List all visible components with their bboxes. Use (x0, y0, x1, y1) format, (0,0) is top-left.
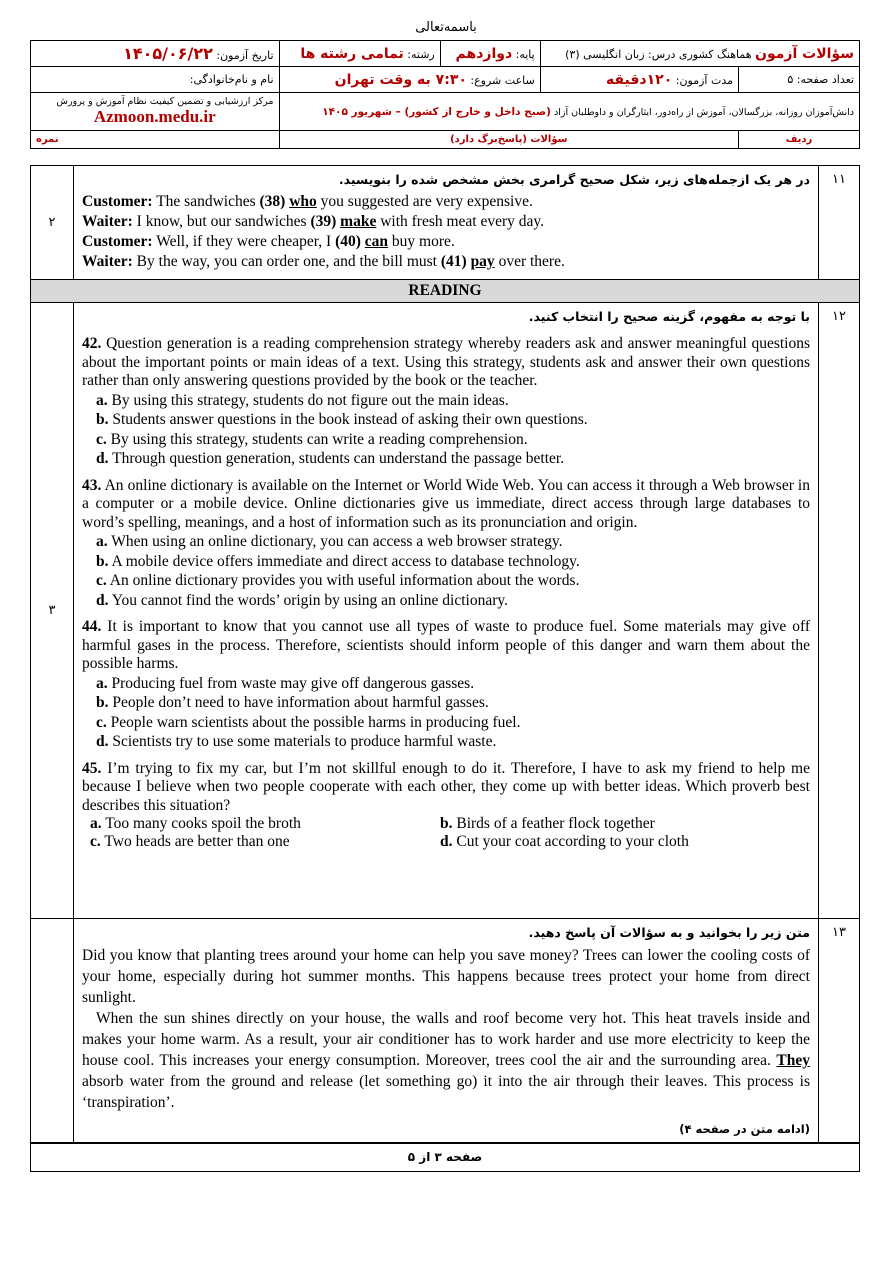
speaker-label: Customer: (82, 193, 153, 210)
speaker-label: Waiter: (82, 213, 133, 230)
date-cell (31, 41, 280, 67)
instruction-12: با توجه به مفهوم، گزینه صحیح را انتخاب کنید. (528, 309, 810, 324)
question-text: Question generation is a reading comprehension strategy whereby readers ask and answer meaningful questions about the important points or main ideas of a text. Using this strategy, students ask and answer their own questions rather than only answering questions provided by the book or the teacher. (82, 335, 811, 389)
line-text: with fresh meat every day. (380, 213, 545, 230)
option-text: You cannot find the words’ origin by using an online dictionary. (111, 591, 509, 609)
option-a[interactable] (90, 815, 440, 833)
option-letter: b. (96, 411, 109, 428)
option-text: By using this strategy, students can write a reading comprehension. (110, 430, 528, 448)
option-letter: a. (96, 533, 108, 550)
option-c[interactable] (96, 713, 810, 733)
row-number-12: ۱۲ (819, 303, 860, 919)
students-cell (279, 93, 859, 131)
question-text: I’m trying to fix my car, but I’m not skillful enough to do it. Therefore, I have to ask my friend to help me because I believe when two people cooperate with each other, they come up with better ideas. Which proverb best describes this situation? (82, 759, 810, 814)
option-text: Two heads are better than one (104, 833, 290, 850)
question-number: 45. (82, 759, 102, 777)
question-42 (82, 335, 810, 391)
option-letter: c. (96, 713, 107, 731)
field-label: رشته: (407, 47, 435, 61)
duration-label: مدت آزمون: (675, 73, 733, 87)
question-44 (82, 618, 810, 674)
dialogue-line (82, 232, 810, 252)
students-red-text: (صبح داخل و خارج از کشور) – شهریور ۱۴۰۵ (322, 105, 551, 118)
option-letter: d. (96, 591, 109, 609)
reading-row (31, 280, 860, 303)
center-cell (31, 93, 280, 131)
target-word: can (364, 233, 389, 250)
blank-number: (40) (335, 233, 361, 250)
option-text: By using this strategy, students do not figure out the main ideas. (111, 391, 509, 409)
score-13 (31, 919, 74, 1144)
row-number-11: ۱۱ (819, 166, 860, 280)
q45-options-row-2 (90, 833, 810, 851)
option-b[interactable] (96, 693, 810, 713)
option-text: Scientists try to use some materials to produce harmful waste. (112, 733, 497, 750)
dialogue-line (82, 252, 810, 272)
option-a[interactable] (96, 674, 810, 694)
page-footer: صفحه ۳ از ۵ (30, 1142, 860, 1172)
speaker-label: Waiter: (82, 253, 133, 270)
line-text: you suggested are very expensive. (320, 193, 533, 210)
underlined-word: They (776, 1052, 811, 1069)
blank-number: (39) (310, 213, 337, 230)
option-text: People don’t need to have information about harmful gasses. (112, 694, 489, 711)
line-text: buy more. (391, 233, 455, 250)
comprehension-items (82, 335, 810, 752)
start-time-cell (279, 67, 540, 93)
blank-number: (41) (440, 253, 467, 270)
option-letter: d. (440, 833, 453, 850)
line-text: over there. (498, 253, 565, 270)
center-text: مرکز ارزشیابی و تضمین کیفیت نظام آموزش و پرورش (56, 96, 274, 107)
website-text: Azmoon.medu.ir (93, 107, 216, 126)
option-a[interactable] (96, 532, 810, 552)
line-text: By the way, you can order one, and the bill must (136, 253, 437, 270)
option-d[interactable] (96, 449, 810, 469)
question-text: An online dictionary is available on the Internet or World Wide Web. You can access it through a Web browser in a computer or a mobile device. Online dictionaries give us immediate, direct access through large databases to word’s spelling, meanings, and a host of information such as its pronunciation and origin. (82, 476, 810, 531)
option-text: A mobile device offers immediate and direct access to database technology. (111, 552, 580, 570)
row-number-13: ۱۳ (819, 919, 860, 1144)
option-letter: c. (90, 833, 101, 850)
grade-label: پایه: (515, 47, 535, 61)
option-letter: a. (96, 391, 108, 409)
col-questions-header: سؤالات (پاسخ‌برگ دارد) (279, 131, 738, 149)
question-row-13 (31, 919, 860, 1144)
line-text: I know, but our sandwiches (136, 213, 307, 230)
exam-title-rest: هماهنگ کشوری درس: زبان انگلیسی (۳) (565, 47, 752, 61)
question-45 (82, 760, 810, 816)
option-c[interactable] (96, 571, 810, 591)
start-label: ساعت شروع: (470, 73, 535, 87)
option-text: Producing fuel from waste may give off dangerous gasses. (111, 674, 475, 692)
question-row-11 (31, 166, 860, 280)
col-row-header: ردیف (739, 131, 860, 149)
line-text: The sandwiches (156, 193, 256, 210)
option-text: When using an online dictionary, you can access a web browser strategy. (111, 533, 563, 550)
grade-cell (440, 41, 540, 67)
option-letter: d. (96, 733, 109, 750)
question-body-11 (74, 166, 819, 280)
dialogue-line (82, 212, 810, 232)
paragraph-text: When the sun shines directly on your house, the walls and roof become very hot. This heat travels inside and makes your home warm. As a result, your air conditioner has to work harder and use more electricity to keep the house cool. This increases your energy consumption. Moreover, trees cool the air and the surrounding area. (82, 1010, 810, 1069)
option-letter: b. (440, 815, 453, 832)
instruction-11: در هر یک ازجمله‌های زیر، شکل صحیح گرامری بخش مشخص شده را بنویسید. (338, 172, 810, 187)
students-text: دانش‌آموزان روزانه، بزرگسالان، آموزش از راه‌دور، ایثارگران و داوطلبان آزاد (554, 106, 854, 118)
exam-title-cell (540, 41, 859, 67)
passage-paragraph-2 (82, 1008, 810, 1113)
option-b[interactable] (96, 410, 810, 430)
score-11: ۲ (31, 166, 74, 280)
option-text: Cut your coat according to your cloth (456, 833, 689, 850)
line-text: Well, if they were cheaper, I (156, 233, 332, 250)
option-a[interactable] (96, 391, 810, 411)
option-d[interactable] (96, 591, 810, 611)
question-body-13 (74, 919, 819, 1144)
paragraph-text: absorb water from the ground and release (let something go) it into the air through their leaves. This process is ‘transpiration’. (82, 1073, 810, 1111)
option-letter: a. (96, 674, 108, 692)
q45-options-row-1 (90, 815, 810, 833)
name-cell: نام و نام‌خانوادگی: (31, 67, 280, 93)
option-text: Too many cooks spoil the broth (105, 815, 301, 832)
exam-header-table (30, 40, 860, 149)
dialogue-line (82, 192, 810, 212)
passage-paragraph-1: Did you know that planting trees around your home can help you save money? Trees can lower the cooling costs of your home, especially during hot summer months. This happens because trees protect your home from direct sunlight. (82, 947, 810, 1006)
question-number: 43. (82, 476, 102, 494)
grade-value: دوازدهم (455, 45, 513, 62)
option-d[interactable] (440, 833, 790, 851)
option-text: Students answer questions in the book instead of asking their own questions. (112, 411, 588, 428)
blank-number: (38) (259, 193, 286, 210)
dialogue-lines (82, 192, 810, 272)
option-d[interactable] (96, 732, 810, 752)
question-body-12 (74, 303, 819, 919)
instruction-13: متن زیر را بخوانید و به سؤالات آن پاسخ دهید. (528, 925, 810, 940)
exam-title-prefix: سؤالات آزمون (755, 45, 854, 62)
date-label: تاریخ آزمون: (216, 49, 274, 62)
option-letter: c. (96, 572, 107, 589)
option-letter: c. (96, 430, 107, 448)
duration-cell (540, 67, 738, 93)
target-word: pay (470, 253, 495, 270)
col-score-header: نمره (31, 131, 280, 149)
option-text: An online dictionary provides you with useful information about the words. (109, 572, 580, 589)
target-word: who (289, 193, 317, 210)
option-text: Birds of a feather flock together (456, 815, 655, 832)
date-value: ۱۴۰۵/۰۶/۲۲ (123, 44, 213, 63)
option-c[interactable] (96, 430, 810, 450)
option-letter: b. (96, 694, 109, 711)
score-12: ۳ (31, 303, 74, 919)
question-43 (82, 477, 810, 533)
field-value: تمامی رشته ها (300, 45, 404, 62)
question-text: It is important to know that you cannot use all types of waste to produce fuel. Some materials may give off harmful gases in the process. Therefore, scientists should inform people of this danger and warn them about the possible harms. (82, 618, 811, 672)
option-b[interactable] (440, 815, 790, 833)
field-cell (279, 41, 440, 67)
question-row-12 (31, 303, 860, 919)
option-letter: a. (90, 815, 102, 832)
option-text: Through question generation, students can understand the passage better. (112, 450, 565, 467)
speaker-label: Customer: (82, 233, 153, 250)
option-b[interactable] (96, 552, 810, 572)
option-letter: d. (96, 450, 109, 467)
questions-table (30, 165, 860, 1144)
reading-title: READING (31, 280, 860, 303)
option-c[interactable] (90, 833, 440, 851)
question-number: 44. (82, 618, 102, 635)
start-value: ۷:۳۰ به وقت تهران (334, 71, 467, 88)
option-letter: b. (96, 552, 109, 570)
question-number: 42. (82, 335, 102, 352)
option-text: People warn scientists about the possible harms in producing fuel. (110, 713, 521, 731)
continued-note: (ادامه متن در صفحه ۴) (679, 1122, 810, 1136)
pages-cell: تعداد صفحه: ۵ (739, 67, 860, 93)
duration-value: ۱۲۰دقیقه (605, 71, 673, 88)
target-word: make (340, 213, 377, 230)
bismillah-heading: باسمه‌تعالی (415, 20, 477, 35)
